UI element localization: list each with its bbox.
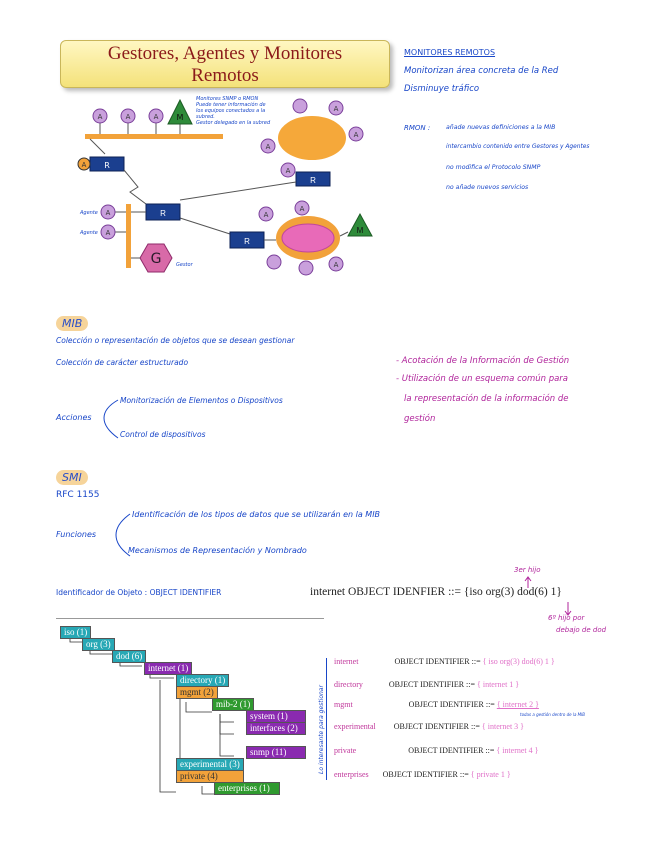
svg-text:R: R bbox=[244, 237, 250, 246]
rmon-line-3: no modifica el Protocolo SNMP bbox=[446, 164, 541, 171]
tree-node-iso: iso (1) bbox=[60, 626, 91, 639]
vertical-bracket bbox=[326, 658, 330, 780]
funciones-item-2: Mecanismos de Representación y Nombrado bbox=[128, 546, 307, 555]
tree-node-dod: dod (6) bbox=[112, 650, 146, 663]
smi-rfc: RFC 1155 bbox=[56, 490, 100, 500]
funciones-item-1: Identificación de los tipos de datos que se utilizarán en la MIB bbox=[132, 510, 381, 519]
mib-note-1: - Acotación de la Información de Gestión bbox=[396, 356, 570, 366]
tree-node-experimental: experimental (3) bbox=[176, 758, 244, 771]
def-row-mgmt: mgmt OBJECT IDENTIFIER ::= { internet 2 } bbox=[334, 700, 539, 709]
acciones-label: Acciones bbox=[56, 413, 92, 422]
rmon-label: RMON : bbox=[404, 124, 431, 132]
svg-text:A: A bbox=[97, 113, 103, 121]
mib-note-4: gestión bbox=[404, 414, 436, 424]
tree-node-mib2: mib-2 (1) bbox=[212, 698, 254, 711]
tree-node-snmp: snmp (11) bbox=[246, 746, 306, 759]
oid-note-bottom-1: 6º hijo por bbox=[548, 614, 585, 622]
def-row-private: private OBJECT IDENTIFIER ::= { internet 4 } bbox=[334, 746, 539, 755]
oid-note-bottom-2: debajo de dod bbox=[556, 626, 607, 634]
svg-text:A: A bbox=[125, 113, 131, 121]
monitores-line-1: Monitorizan área concreta de la Red bbox=[404, 66, 559, 76]
tree-node-system: system (1) bbox=[246, 710, 306, 723]
agente-label-2: Agente bbox=[80, 230, 98, 236]
svg-text:A: A bbox=[333, 105, 339, 113]
rmon-line-4: no añade nuevos servicios bbox=[446, 184, 529, 191]
svg-text:A: A bbox=[333, 261, 339, 269]
acciones-brace bbox=[100, 398, 120, 440]
network-ring bbox=[278, 116, 346, 160]
oid-label: Identificador de Objeto : OBJECT IDENTIFIER bbox=[56, 588, 222, 597]
oid-arrows bbox=[520, 574, 580, 618]
oid-note-top: 3er hijo bbox=[514, 566, 541, 574]
tree-node-mgmt: mgmt (2) bbox=[176, 686, 218, 699]
acciones-item-2: Control de dispositivos bbox=[120, 430, 206, 439]
separator bbox=[56, 618, 324, 619]
tree-node-internet: internet (1) bbox=[144, 662, 192, 675]
svg-text:A: A bbox=[285, 167, 291, 175]
title-box bbox=[60, 40, 390, 88]
monitores-heading: MONITORES REMOTOS bbox=[404, 48, 496, 57]
def-row-experimental: experimental OBJECT IDENTIFIER ::= { internet 3 } bbox=[334, 722, 525, 731]
acciones-item-1: Monitorización de Elementos o Dispositivos bbox=[120, 396, 283, 405]
svg-text:A: A bbox=[265, 143, 271, 151]
svg-text:M: M bbox=[176, 113, 184, 122]
tree-node-private: private (4) bbox=[176, 770, 244, 783]
network-bus-top bbox=[85, 134, 223, 139]
oid-expression: internet OBJECT IDENFIER ::= {iso org(3) dod(6) 1} bbox=[310, 586, 562, 598]
def-row-enterprises: enterprises OBJECT IDENTIFIER ::= { private 1 } bbox=[334, 770, 511, 779]
svg-text:R: R bbox=[310, 176, 316, 185]
agente-label-1: Agente bbox=[80, 210, 98, 216]
svg-text:A: A bbox=[353, 131, 359, 139]
svg-text:A: A bbox=[105, 210, 111, 217]
svg-text:A: A bbox=[153, 113, 159, 121]
smi-tag: SMI bbox=[56, 470, 88, 485]
mib-note-2: - Utilización de un esquema común para bbox=[396, 374, 569, 384]
svg-text:G: G bbox=[150, 251, 162, 267]
network-bus-left bbox=[126, 204, 131, 268]
tree-node-interfaces: interfaces (2) bbox=[246, 722, 306, 735]
svg-text:A: A bbox=[299, 205, 305, 213]
mgmt-note: todas a gestión dentro de la MIB bbox=[520, 712, 586, 717]
diagram-note: Monitores SNMP o RMON Puede tener información de los equipos conectados a la subred. Gestor delegado en la subred bbox=[196, 96, 271, 126]
svg-text:M: M bbox=[356, 226, 364, 235]
svg-text:R: R bbox=[160, 209, 166, 218]
svg-text:A: A bbox=[263, 211, 269, 219]
vertical-note: Lo interesante para gestionar bbox=[318, 685, 325, 774]
funciones-label: Funciones bbox=[56, 530, 97, 539]
def-row-directory: directory OBJECT IDENTIFIER ::= { internet 1 } bbox=[334, 680, 520, 689]
svg-text:A: A bbox=[81, 162, 87, 169]
mib-tag: MIB bbox=[56, 316, 88, 331]
title-line-1: Gestores, Agentes y Monitores bbox=[107, 43, 343, 64]
mib-line-1: Colección o representación de objetos que se desean gestionar bbox=[56, 336, 295, 345]
tree-node-org: org (3) bbox=[82, 638, 115, 651]
title-line-2: Remotos bbox=[191, 65, 259, 86]
tree-node-enterprises: enterprises (1) bbox=[214, 782, 280, 795]
rmon-line-1: añade nuevas definiciones a la MIB bbox=[446, 124, 556, 131]
monitores-line-2: Disminuye tráfico bbox=[404, 84, 480, 94]
rmon-line-2: intercambio contenido entre Gestores y Agentes bbox=[446, 144, 590, 150]
def-row-internet: internet OBJECT IDENTIFIER ::= { iso org(3) dod(6) 1 } bbox=[334, 657, 555, 666]
gestor-label: Gestor bbox=[176, 262, 193, 268]
svg-text:A: A bbox=[105, 230, 111, 237]
tree-node-directory: directory (1) bbox=[176, 674, 229, 687]
mib-note-3: la representación de la información de bbox=[404, 394, 569, 404]
svg-text:R: R bbox=[104, 161, 110, 170]
mib-line-2: Colección de carácter estructurado bbox=[56, 358, 189, 367]
